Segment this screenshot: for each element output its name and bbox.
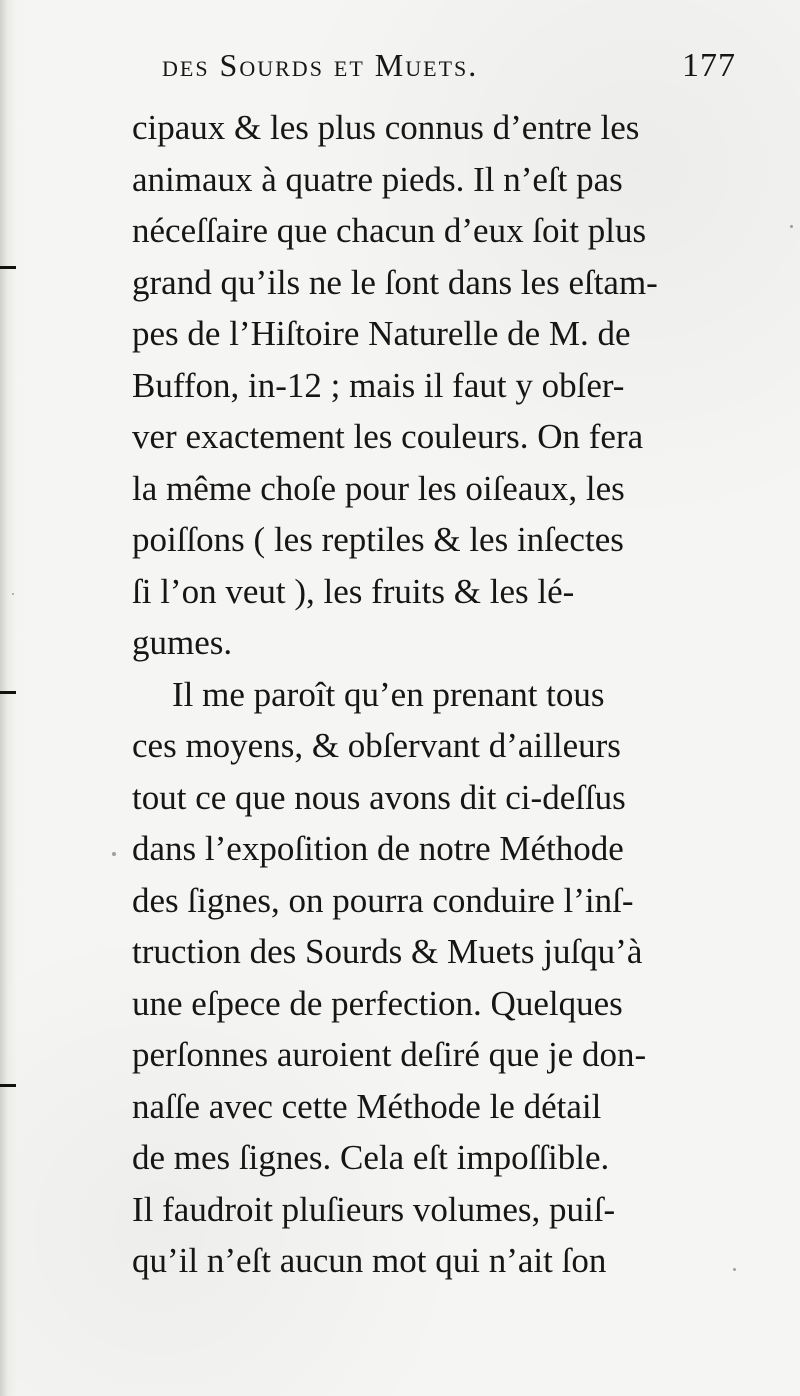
text-line: animaux à quatre pieds. Il n’eſt pas bbox=[132, 159, 623, 199]
text-line: poiſſons ( les reptiles & les inſectes bbox=[132, 520, 624, 559]
text-line: cipaux & les plus connus d’entre les bbox=[132, 108, 640, 147]
text-line: pes de l’Hiſtoire Naturelle de M. de bbox=[132, 314, 631, 353]
body-text bbox=[132, 102, 742, 1282]
paper-speck bbox=[790, 225, 793, 228]
text-line: grand qu’ils ne le ſont dans les eſtam- bbox=[132, 262, 658, 302]
text-line: naſſe avec cette Méthode le détail bbox=[132, 1086, 602, 1126]
text-line: gumes. bbox=[132, 623, 233, 662]
paragraph-start-line: Il me paroît qu’en prenant tous bbox=[172, 674, 605, 714]
text-line: qu’il n’eſt aucun mot qui n’ait ſon bbox=[132, 1241, 607, 1280]
text-line: perſonnes auroient deſiré que je don- bbox=[132, 1035, 647, 1074]
left-edge-mark bbox=[0, 1084, 16, 1087]
text-line: ſi l’on veut ), les fruits & les lé- bbox=[132, 571, 575, 611]
text-line: néceſſaire que chacun d’eux ſoit plus bbox=[132, 211, 647, 250]
page-header bbox=[162, 49, 736, 97]
text-line: truction des Sourds & Muets juſqu’à bbox=[132, 932, 643, 971]
paper-speck bbox=[112, 852, 116, 856]
paper-speck bbox=[12, 593, 14, 595]
text-line: tout ce que nous avons dit ci-deſſus bbox=[132, 777, 626, 817]
paper-speck bbox=[733, 1268, 736, 1271]
text-line: de mes ſignes. Cela eſt impoſſible. bbox=[132, 1138, 610, 1177]
running-title: des Sourds et Muets. bbox=[162, 47, 479, 83]
text-line: une eſpece de perfection. Quelques bbox=[132, 983, 623, 1023]
left-edge-mark bbox=[0, 266, 16, 269]
binding-shadow bbox=[0, 0, 18, 1396]
text-line: dans l’expoſition de notre Méthode bbox=[132, 829, 624, 868]
text-line: ces moyens, & obſervant d’ailleurs bbox=[132, 726, 621, 765]
page-number: 177 bbox=[682, 47, 736, 84]
left-edge-mark bbox=[0, 691, 16, 694]
text-line: Buffon, in-12 ; mais il faut y obſer- bbox=[132, 365, 625, 405]
text-line: la même choſe pour les oiſeaux, les bbox=[132, 468, 625, 508]
text-line: Il faudroit pluſieurs volumes, puiſ- bbox=[132, 1189, 616, 1229]
text-line: ver exactement les couleurs. On fera bbox=[132, 417, 644, 456]
text-line: des ſignes, on pourra conduire l’inſ- bbox=[132, 880, 634, 920]
